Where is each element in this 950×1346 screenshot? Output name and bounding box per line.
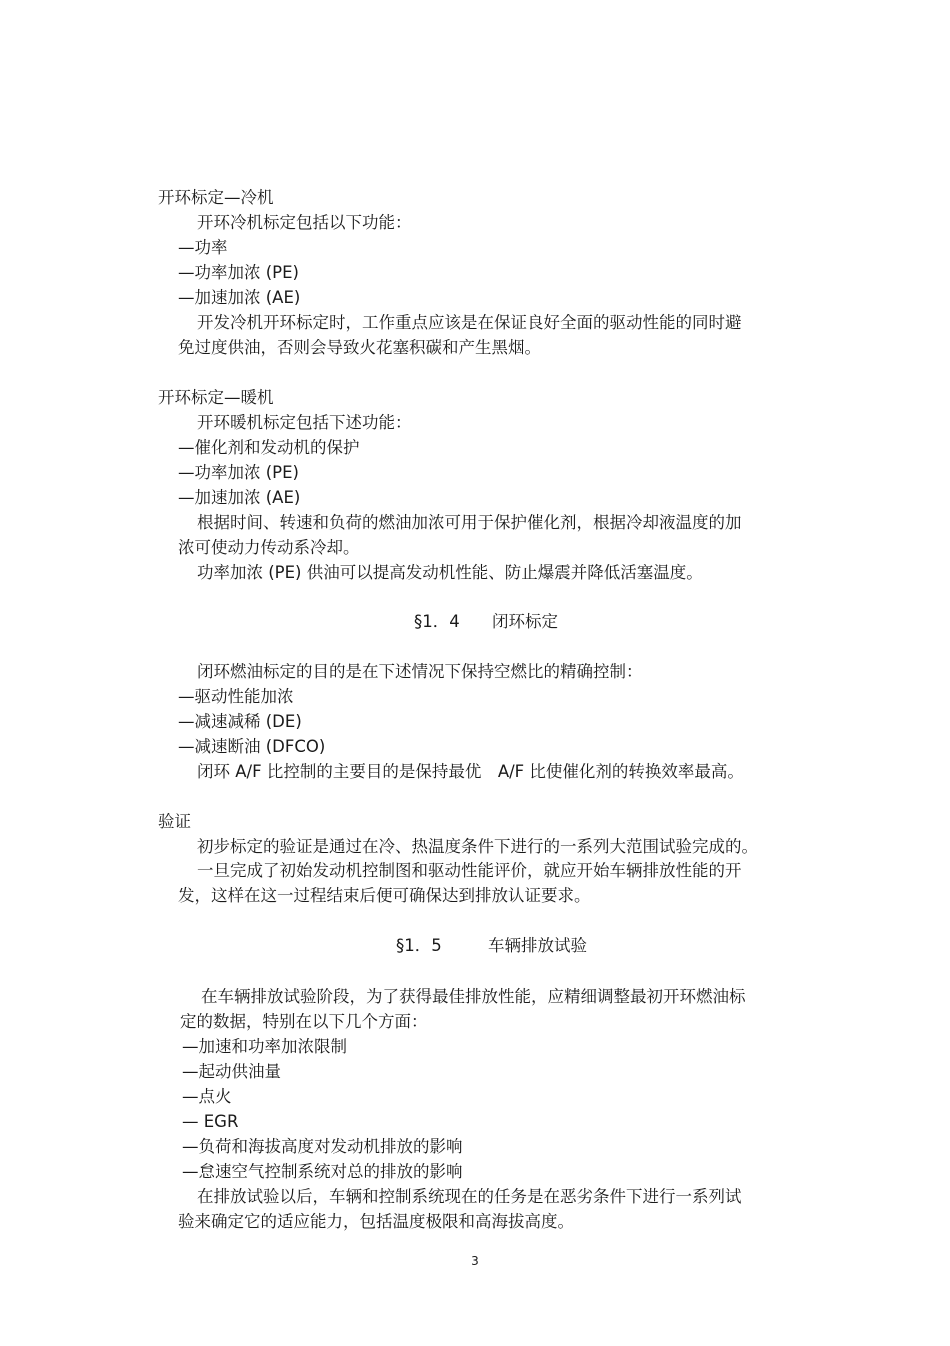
list-item: —催化剂和发动机的保护 <box>178 438 360 457</box>
list-item: — EGR <box>182 1112 239 1131</box>
paragraph-line: 定的数据，特别在以下几个方面： <box>180 1012 428 1031</box>
list-item: —负荷和海拔高度对发动机排放的影响 <box>182 1137 463 1156</box>
list-item: —减速断油 (DFCO) <box>178 737 326 756</box>
paragraph-line: 一旦完成了初始发动机控制图和驱动性能评价，就应开始车辆排放性能的开 <box>197 861 742 880</box>
paragraph-line: 验来确定它的适应能力，包括温度极限和高海拔高度。 <box>178 1212 574 1231</box>
paragraph-line: 免过度供油，否则会导致火花塞积碳和产生黑烟。 <box>178 338 541 357</box>
paragraph-line: 功率加浓 (PE) 供油可以提高发动机性能、防止爆震并降低活塞温度。 <box>197 563 703 582</box>
section-heading-verification: 验证 <box>158 812 191 831</box>
section-title: 车辆排放试验 <box>488 936 587 955</box>
list-item: —驱动性能加浓 <box>178 687 294 706</box>
list-item: —加速和功率加浓限制 <box>182 1037 347 1056</box>
paragraph-intro: 开环冷机标定包括以下功能： <box>197 213 412 232</box>
paragraph-line: 开发冷机开环标定时，工作重点应该是在保证良好全面的驱动性能的同时避 <box>197 313 742 332</box>
section-heading-open-loop-cold: 开环标定—冷机 <box>158 188 274 207</box>
paragraph-line: 发，这样在这一过程结束后便可确保达到排放认证要求。 <box>178 886 591 905</box>
paragraph-intro: 开环暖机标定包括下述功能： <box>197 413 412 432</box>
list-item: —减速减稀 (DE) <box>178 712 302 731</box>
list-item: —加速加浓 (AE) <box>178 488 301 507</box>
paragraph-line: 闭环 A/F 比控制的主要目的是保持最优 A/F 比使催化剂的转换效率最高。 <box>197 762 744 781</box>
page-number: 3 <box>471 1254 479 1268</box>
list-item: —功率加浓 (PE) <box>178 263 299 282</box>
list-item: —起动供油量 <box>182 1062 281 1081</box>
paragraph-line: 根据时间、转速和负荷的燃油加浓可用于保护催化剂，根据冷却液温度的加 <box>197 513 742 532</box>
section-title: 闭环标定 <box>492 612 558 631</box>
list-item: —加速加浓 (AE) <box>178 288 301 307</box>
list-item: —怠速空气控制系统对总的排放的影响 <box>182 1162 463 1181</box>
paragraph-line: 在车辆排放试验阶段，为了获得最佳排放性能，应精细调整最初开环燃油标 <box>201 987 746 1006</box>
list-item: —点火 <box>182 1087 232 1106</box>
list-item: —功率 <box>178 238 228 257</box>
section-heading-open-loop-warm: 开环标定—暖机 <box>158 388 274 407</box>
paragraph-intro: 闭环燃油标定的目的是在下述情况下保持空燃比的精确控制： <box>197 662 643 681</box>
paragraph-line: 浓可使动力传动系冷却。 <box>178 538 360 557</box>
list-item: —功率加浓 (PE) <box>178 463 299 482</box>
paragraph-line: 在排放试验以后，车辆和控制系统现在的任务是在恶劣条件下进行一系列试 <box>197 1187 742 1206</box>
section-number: §1．5 <box>396 936 442 955</box>
section-number: §1．4 <box>414 612 460 631</box>
paragraph-line: 初步标定的验证是通过在冷、热温度条件下进行的一系列大范围试验完成的。 <box>197 837 758 856</box>
